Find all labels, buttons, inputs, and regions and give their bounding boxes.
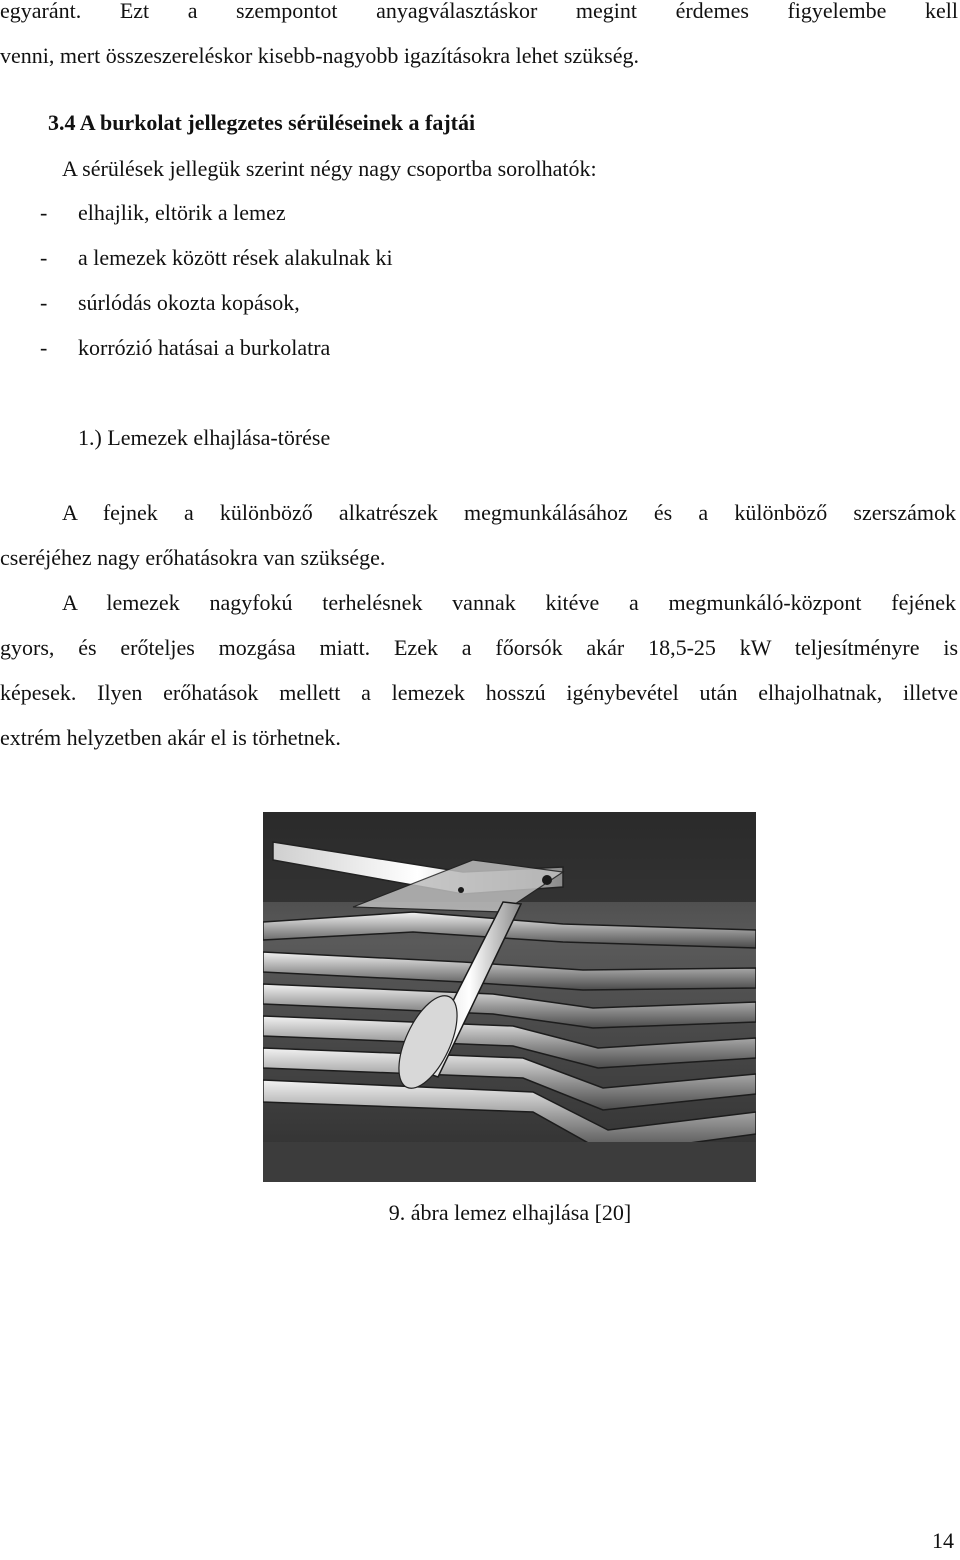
figure-caption: 9. ábra lemez elhajlása [20] — [388, 1200, 632, 1225]
list-item-text: korrózió hatásai a burkolatra — [78, 335, 331, 360]
list-item-text: súrlódás okozta kopások, — [78, 290, 300, 315]
subsection-heading: 1.) Lemezek elhajlása-törése — [78, 425, 331, 450]
list-item-text: elhajlik, eltörik a lemez — [78, 200, 286, 225]
bent-sheet-photo — [263, 812, 756, 1182]
section-heading: 3.4 A burkolat jellegzetes sérüléseinek a fajtái — [48, 110, 476, 135]
paragraph-1-line-2: cseréjéhez nagy erőhatásokra van szüksége. — [0, 545, 386, 570]
paragraph-2-line-3: képesek. Ilyen erőhatások mellett a lemezek hosszú igénybevétel után elhajolhatnak, illetve — [0, 680, 958, 705]
list-marker: - — [40, 335, 48, 360]
section-lead: A sérülések jellegük szerint négy nagy csoportba sorolhatók: — [62, 156, 597, 181]
intro-line-1: egyaránt. Ezt a szempontot anyagválasztáskor megint érdemes figyelembe kell — [0, 0, 958, 23]
intro-line-2: venni, mert összeszereléskor kisebb-nagyobb igazításokra lehet szükség. — [0, 43, 640, 68]
list-item-text: a lemezek között rések alakulnak ki — [78, 245, 393, 270]
paragraph-2-line-2: gyors, és erőteljes mozgása miatt. Ezek a főorsók akár 18,5-25 kW teljesítményre is — [0, 635, 958, 660]
list-marker: - — [40, 245, 48, 270]
page-number: 14 — [932, 1528, 954, 1553]
paragraph-1-line-1: A fejnek a különböző alkatrészek megmunkálásához és a különböző szerszámok — [62, 500, 956, 525]
paragraph-2-line-1: A lemezek nagyfokú terhelésnek vannak kitéve a megmunkáló-központ fejének — [62, 590, 956, 615]
list-marker: - — [40, 290, 48, 315]
list-marker: - — [40, 200, 48, 225]
paragraph-2-line-4: extrém helyzetben akár el is törhetnek. — [0, 725, 341, 750]
